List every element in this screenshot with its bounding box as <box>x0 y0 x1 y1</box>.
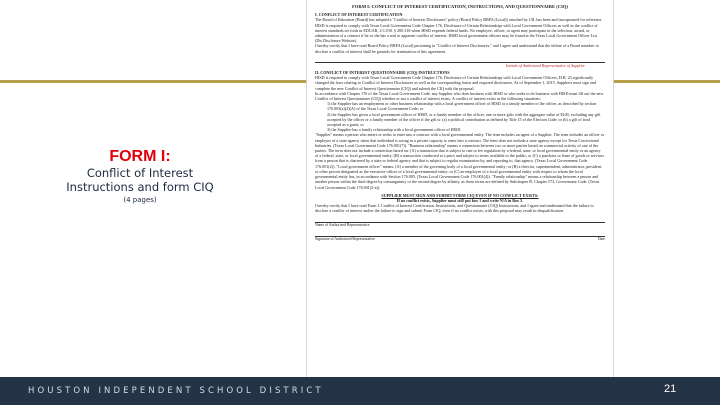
date-label: Date <box>597 236 605 241</box>
section-1-body: The Board of Education (Board) has adopted a "Conflict of Interest Disclosures" policy (Board Policy BBFA (Local)) attached by UIL has been and incorporated for reference. HISD is required to comply with Texas Local Government Code Chapter 176, Disclosure of Certain Relationships with Local Government Officers as well as the conflict of interest standards set forth in EDGAR, 2 C.F.R. § 200.318 when HISD expends federal funds. No employee, officer, or agent may participate in the selection, award, or administration of a contract if he or she has a real or apparent conflict of interest. HISD local government officers may be found at the Texas Local Government Officer List (Dis Disclosure Website). <box>315 17 603 44</box>
name-label: Name of Authorized Representative <box>315 222 370 227</box>
document-header: FORM I: CONFLICT OF INTEREST CERTIFICATION, INSTRUCTIONS, AND QUESTIONNAIRE (CIQ) <box>352 4 568 9</box>
pages-note: (4 pages) <box>123 196 157 204</box>
page-number: 21 <box>664 383 677 395</box>
initials-line <box>315 56 605 63</box>
subtitle-line-1: Conflict of Interest <box>86 166 194 180</box>
section-1-title: I. CONFLICT OF INTEREST CERTIFICATION <box>315 12 403 18</box>
list-item: 1) the Supplier has an employment or other business relationship with a local government officer of HISD or a family member of the officer, as described by section 176.003(a)(2)(A) of the Texas Local Government Code; or <box>327 101 597 112</box>
name-label-row <box>315 223 605 228</box>
section-2-body: HISD is required to comply with Texas Local Government Code Chapter 176, Disclosure of Certain Relationships with Local Government Officers; H.B. 23 significantly changed the laws relating to Conflict of Interest Disclosures as well as the corresponding forms and required disclosures. As of September 1, 2015, Suppliers must sign and complete the new Conflict of Interest Questionnaire (CIQ) and submit the CIQ with the proposal. <box>315 75 596 91</box>
subtitle-line-2: Instructions and form CIQ <box>66 180 214 194</box>
section-2-body-2: In accordance with Chapter 176 of the Texas Local Government Code, any Supplier who does business with HISD or who seeks to do business with HISD must fill out the new Conflict of Interest Questionnaire (CIQ) whether or not a conflict of interest exists. A conflict of interest exists in the following situations: <box>315 90 604 102</box>
signature-line <box>315 230 605 237</box>
form-document-image <box>306 0 614 377</box>
footer-bar <box>0 377 720 405</box>
section-1-certification: I hereby certify that I have read Board Policy BBFA (Local) pertaining to "Conflict of Interest Disclosures," and I agree and understand that the failure of a Board member to disclose a conflict of interest shall be grounds for termination of this agreement. <box>315 43 599 54</box>
section-2-title: II. CONFLICT OF INTEREST QUESTIONNAIRE (CIQ) INSTRUCTIONS <box>315 70 450 76</box>
closing-certification: I hereby certify that I have read Form I: Conflict of Interest Certification, Instructions, and Questionnaire (CIQ) Instructions, and I agree and understand that the failure to disclose a conflict of interest and/or the failure to sign and submit Form CIQ, even if no conflict exists, with this proposal may result in disqualification. <box>315 203 594 214</box>
initials-label: Initials of Authorized Representative of Supplier <box>505 62 585 68</box>
name-signature-line <box>315 216 605 223</box>
must-sign-heading: SUPPLIER MUST SIGN AND SUBMIT FORM CIQ EVEN IF NO CONFLICT EXISTS: <box>381 192 539 198</box>
list-item: 2) the Supplier has given a local government officer of HISD, or a family member of the officer, one or more gifts with the aggregate value of $100, excluding any gift accepted by the officer or a family member of the officer if the gift is: (a) a political contribution as defined by Title 15 of the Election Code; or (b) a gift of food accepted as a guest; or <box>327 111 601 128</box>
definitions: "Supplier" means a person who enters or seeks to enter into a contract with a local governmental entity. The term includes an agent of a Supplier. The term includes an officer or employee of a state agency when that individual is acting in a private capacity to enter into a contract. The term does not include a state agency except for Texas Correctional Industries. (Texas Local Government Code 176.001(7)). "Business relationship" means a connection between two or more parties based on commercial activity of one of the parties. The term does not include a connection based on: (A) a transaction that is subject to rate or fee regulation by a federal, state, or local governmental entity or an agency of a federal, state, or local governmental entity; (B) a transaction conducted at a price and subject to terms available to the public; or (C) a purchase or lease of goods or services from a person that is chartered by a state or federal agency and that is subject to regular examination by, and reporting to, that agency. (Texas Local Government Code 176.001(2)). "Local government officer" means: (A) a member of the governing body of a local governmental entity; or (B) a director, superintendent, administrator, president, or other person designated as the executive officer of a local governmental entity; or (C) an employee of a local governmental entity with respect to whom the local governmental entity has, in accordance with Section 176.005, (Texas Local Government Code 176.001(4)). "Family relationship" means a relationship between a person and another person within the third degree by consanguinity or the second degree by affinity, as those terms are defined by Subchapter B, Chapter 573, Government Code. (Texas Local Government Code 176.001(2-a)). <box>315 132 605 190</box>
signature-label: Signature of Authorized Representative <box>315 236 375 241</box>
form-label: FORM I: <box>109 148 171 165</box>
footer-org-name: HOUSTON INDEPENDENT SCHOOL DISTRICT <box>28 386 324 396</box>
signature-label-row <box>315 237 605 242</box>
no-conflict-note: If no conflict exists, Supplier must still put box 1 and write N/A in Box 5. <box>396 197 524 203</box>
slide-title-block <box>20 148 260 204</box>
list-item: 3) the Supplier has a family relationship with a local government officer of HISD. <box>327 127 462 133</box>
